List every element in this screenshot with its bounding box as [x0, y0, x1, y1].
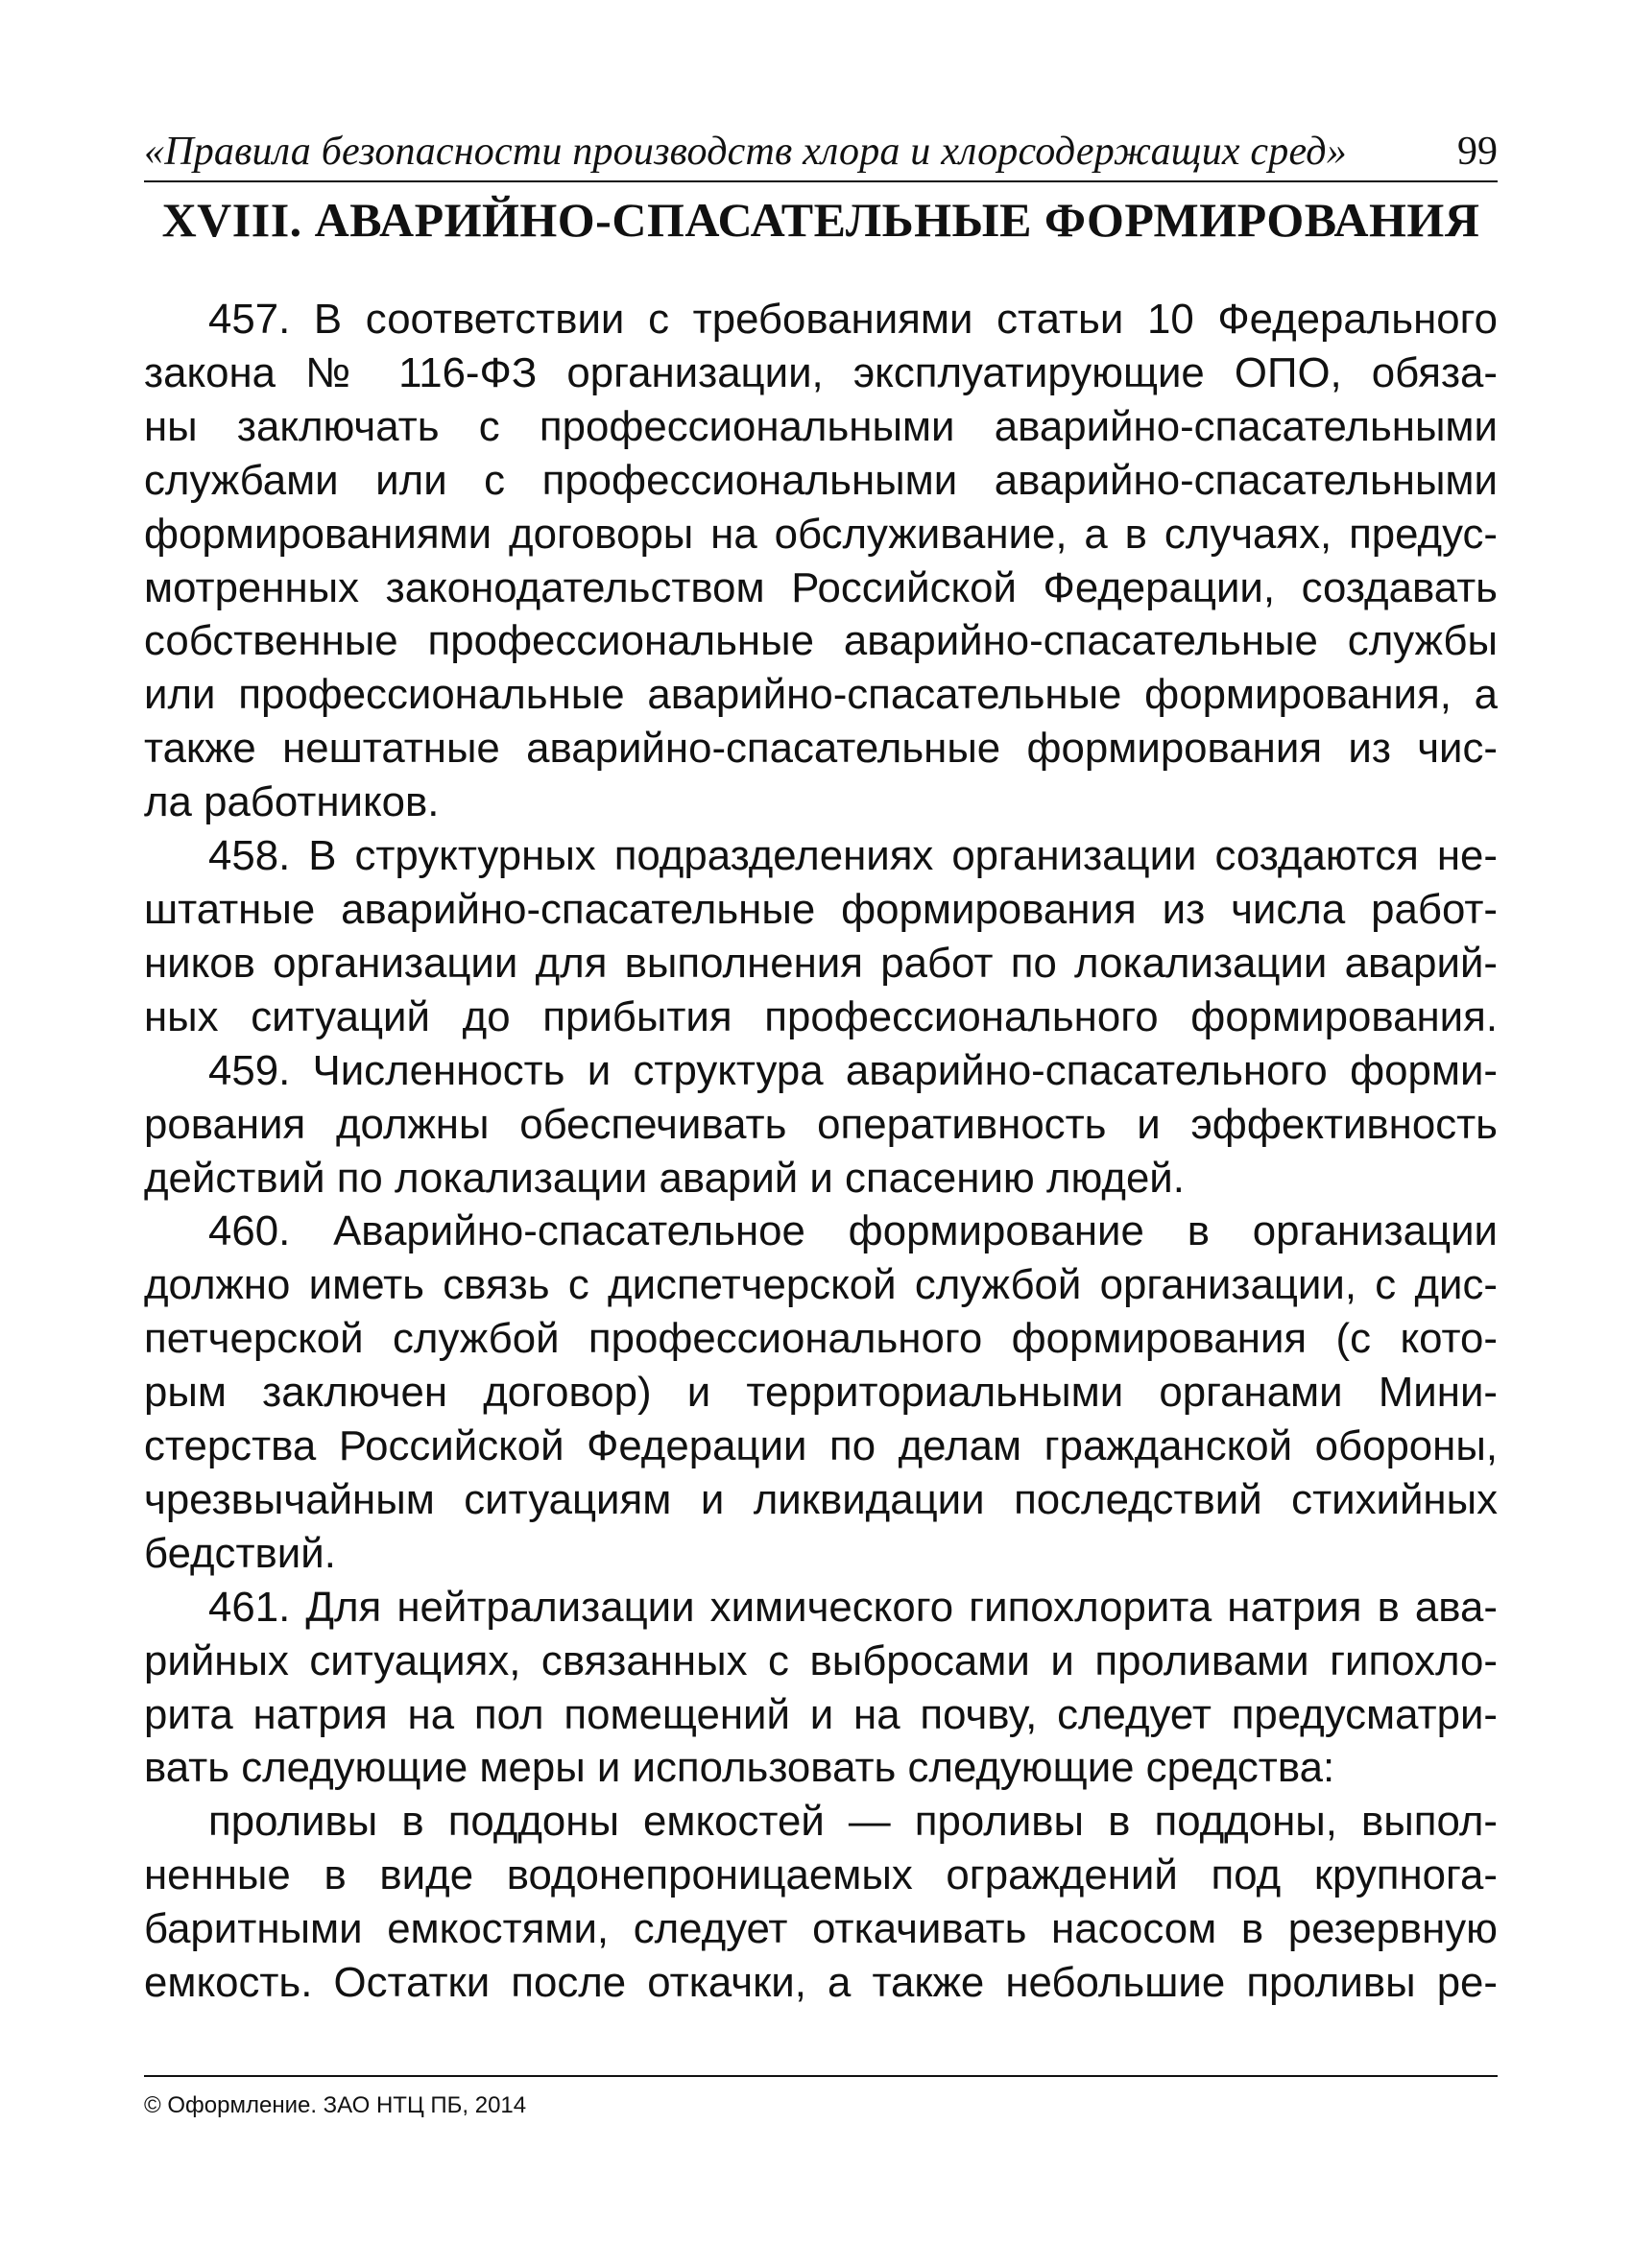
text-line: или профессиональные аварийно-спасательные формирования, а — [144, 671, 1498, 719]
section-title: XVIII. АВАРИЙНО-СПАСАТЕЛЬНЫЕ ФОРМИРОВАНИЯ — [161, 193, 1480, 247]
text-line: петчерской службой профессионального формирования (с кото- — [144, 1315, 1498, 1363]
text-line: 459. Численность и структура аварийно-спасательного форми- — [208, 1046, 1498, 1094]
text-line: формированиями договоры на обслуживание, а в случаях, предус- — [144, 510, 1498, 558]
text-line: должно иметь связь с диспетчерской службой организации, с дис- — [144, 1261, 1498, 1309]
text-line: штатные аварийно-спасательные формирования из числа работ- — [144, 885, 1498, 933]
running-title: «Правила безопасности производств хлора и хлорсодержащих сред» — [144, 130, 1347, 174]
text-line: также нештатные аварийно-спасательные формирования из чис- — [144, 725, 1498, 773]
text-line: ных ситуаций до прибытия профессионального формирования. — [144, 992, 1498, 1040]
text-line: ненные в виде водонепроницаемых ограждений под крупнога- — [144, 1851, 1498, 1899]
text-line: 461. Для нейтрализации химического гипохлорита натрия в ава- — [208, 1583, 1498, 1631]
text-line: 460. Аварийно-спасательное формирование в организации — [208, 1207, 1498, 1255]
text-line: вать следующие меры и использовать следующие средства: — [144, 1744, 1335, 1792]
text-line: чрезвычайным ситуациям и ликвидации последствий стихийных — [144, 1475, 1498, 1523]
text-line: рийных ситуациях, связанных с выбросами и проливами гипохло- — [144, 1636, 1498, 1684]
text-line: действий по локализации аварий и спасению людей. — [144, 1154, 1185, 1202]
copyright-notice: © Оформление. ЗАО НТЦ ПБ, 2014 — [144, 2092, 527, 2118]
text-line: рым заключен договор) и территориальными органами Мини- — [144, 1369, 1498, 1417]
document-page — [144, 0, 1498, 2268]
text-line: ников организации для выполнения работ по локализации аварий- — [144, 939, 1498, 987]
text-line: мотренных законодательством Российской Федерации, создавать — [144, 563, 1498, 611]
text-line: баритными емкостями, следует откачивать насосом в резервную — [144, 1905, 1498, 1953]
page-number: 99 — [1457, 130, 1498, 174]
text-line: службами или с профессиональными аварийно-спасательными — [144, 456, 1498, 504]
text-line: ла работников. — [144, 778, 440, 826]
text-line: 457. В соответствии с требованиями статьи 10 Федерального — [208, 296, 1498, 343]
running-header — [144, 113, 1498, 182]
text-line: рования должны обеспечивать оперативность и эффективность — [144, 1100, 1498, 1148]
text-line: бедствий. — [144, 1529, 336, 1577]
body-text — [144, 293, 1498, 2010]
text-line: ны заключать с профессиональными аварийно-спасательными — [144, 402, 1498, 450]
text-line: закона № 116-ФЗ организации, эксплуатирующие ОПО, обяза- — [144, 348, 1498, 396]
page-footer — [144, 2075, 1498, 2119]
text-line: рита натрия на пол помещений и на почву, следует предусматри- — [144, 1690, 1498, 1738]
text-line: емкость. Остатки после откачки, а также небольшие проливы ре- — [144, 1959, 1498, 2007]
text-line: проливы в поддоны емкостей — проливы в поддоны, выпол- — [208, 1798, 1498, 1846]
text-line: стерства Российской Федерации по делам гражданской обороны, — [144, 1422, 1498, 1470]
text-line: собственные профессиональные аварийно-спасательные службы — [144, 617, 1498, 665]
text-line: 458. В структурных подразделениях организации создаются не- — [208, 832, 1498, 880]
